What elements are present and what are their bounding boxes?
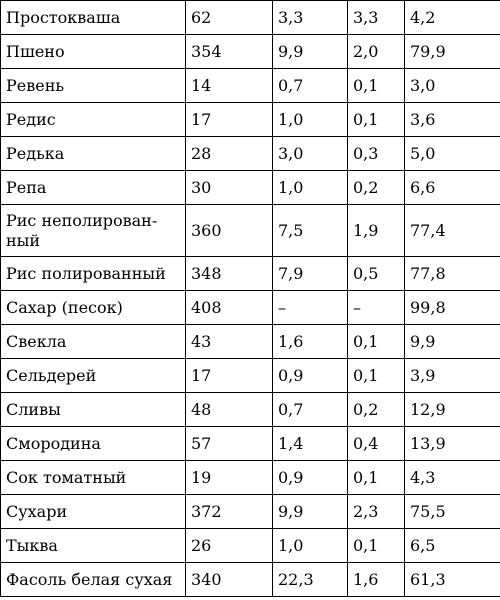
carbs-cell: 77,8 bbox=[405, 257, 500, 291]
table-row bbox=[1, 69, 500, 103]
calories-cell: 408 bbox=[186, 291, 273, 325]
calories-cell: 340 bbox=[186, 563, 273, 597]
table-row bbox=[1, 359, 500, 393]
carbs-cell: 3,6 bbox=[405, 103, 500, 137]
table-row bbox=[1, 393, 500, 427]
calories-cell: 48 bbox=[186, 393, 273, 427]
carbs-cell: 3,9 bbox=[405, 359, 500, 393]
carbs-cell: 61,3 bbox=[405, 563, 500, 597]
fat-cell: 0,1 bbox=[348, 325, 405, 359]
calories-cell: 17 bbox=[186, 359, 273, 393]
food-name-cell: Тыква bbox=[1, 529, 186, 563]
carbs-cell: 5,0 bbox=[405, 137, 500, 171]
food-name-cell: Сухари bbox=[1, 495, 186, 529]
protein-cell: 0,7 bbox=[273, 393, 348, 427]
fat-cell: 1,9 bbox=[348, 205, 405, 257]
protein-cell: – bbox=[273, 291, 348, 325]
protein-cell: 7,5 bbox=[273, 205, 348, 257]
calories-cell: 372 bbox=[186, 495, 273, 529]
protein-cell: 0,9 bbox=[273, 461, 348, 495]
food-name-cell: Рис неполирован-ный bbox=[1, 205, 186, 257]
fat-cell: 0,2 bbox=[348, 171, 405, 205]
table-row bbox=[1, 257, 500, 291]
fat-cell: 2,0 bbox=[348, 35, 405, 69]
food-name-cell: Смородина bbox=[1, 427, 186, 461]
food-name-cell: Фасоль белая сухая bbox=[1, 563, 186, 597]
fat-cell: – bbox=[348, 291, 405, 325]
food-name-cell: Сельдерей bbox=[1, 359, 186, 393]
table-row bbox=[1, 1, 500, 35]
fat-cell: 0,1 bbox=[348, 359, 405, 393]
food-name-cell: Рис полированный bbox=[1, 257, 186, 291]
table-row bbox=[1, 205, 500, 257]
calories-cell: 14 bbox=[186, 69, 273, 103]
food-name-cell: Репа bbox=[1, 171, 186, 205]
fat-cell: 0,2 bbox=[348, 393, 405, 427]
fat-cell: 0,3 bbox=[348, 137, 405, 171]
calories-cell: 354 bbox=[186, 35, 273, 69]
carbs-cell: 12,9 bbox=[405, 393, 500, 427]
protein-cell: 9,9 bbox=[273, 495, 348, 529]
table-row bbox=[1, 103, 500, 137]
table-row bbox=[1, 291, 500, 325]
calories-cell: 43 bbox=[186, 325, 273, 359]
food-name-cell: Сливы bbox=[1, 393, 186, 427]
carbs-cell: 13,9 bbox=[405, 427, 500, 461]
fat-cell: 0,4 bbox=[348, 427, 405, 461]
calories-cell: 62 bbox=[186, 1, 273, 35]
table-row bbox=[1, 461, 500, 495]
carbs-cell: 77,4 bbox=[405, 205, 500, 257]
protein-cell: 0,7 bbox=[273, 69, 348, 103]
food-name-cell: Редис bbox=[1, 103, 186, 137]
calories-cell: 19 bbox=[186, 461, 273, 495]
fat-cell: 0,1 bbox=[348, 69, 405, 103]
fat-cell: 0,5 bbox=[348, 257, 405, 291]
protein-cell: 7,9 bbox=[273, 257, 348, 291]
carbs-cell: 4,3 bbox=[405, 461, 500, 495]
carbs-cell: 6,6 bbox=[405, 171, 500, 205]
fat-cell: 0,1 bbox=[348, 461, 405, 495]
food-name-cell: Сахар (песок) bbox=[1, 291, 186, 325]
calories-cell: 360 bbox=[186, 205, 273, 257]
protein-cell: 0,9 bbox=[273, 359, 348, 393]
calories-cell: 57 bbox=[186, 427, 273, 461]
table-row bbox=[1, 171, 500, 205]
carbs-cell: 75,5 bbox=[405, 495, 500, 529]
calories-cell: 30 bbox=[186, 171, 273, 205]
carbs-cell: 79,9 bbox=[405, 35, 500, 69]
calories-cell: 348 bbox=[186, 257, 273, 291]
protein-cell: 1,0 bbox=[273, 529, 348, 563]
protein-cell: 1,0 bbox=[273, 171, 348, 205]
table-row bbox=[1, 137, 500, 171]
protein-cell: 22,3 bbox=[273, 563, 348, 597]
protein-cell: 1,0 bbox=[273, 103, 348, 137]
fat-cell: 1,6 bbox=[348, 563, 405, 597]
table-row bbox=[1, 35, 500, 69]
calories-cell: 17 bbox=[186, 103, 273, 137]
fat-cell: 0,1 bbox=[348, 529, 405, 563]
carbs-cell: 99,8 bbox=[405, 291, 500, 325]
protein-cell: 9,9 bbox=[273, 35, 348, 69]
fat-cell: 0,1 bbox=[348, 103, 405, 137]
fat-cell: 3,3 bbox=[348, 1, 405, 35]
food-name-cell: Пшено bbox=[1, 35, 186, 69]
table-row bbox=[1, 495, 500, 529]
table-row bbox=[1, 563, 500, 597]
carbs-cell: 3,0 bbox=[405, 69, 500, 103]
food-name-cell: Свекла bbox=[1, 325, 186, 359]
food-name-cell: Редька bbox=[1, 137, 186, 171]
carbs-cell: 9,9 bbox=[405, 325, 500, 359]
food-name-cell: Простокваша bbox=[1, 1, 186, 35]
protein-cell: 3,0 bbox=[273, 137, 348, 171]
calories-cell: 28 bbox=[186, 137, 273, 171]
table-row bbox=[1, 529, 500, 563]
food-name-cell: Сок томатный bbox=[1, 461, 186, 495]
table-row bbox=[1, 427, 500, 461]
fat-cell: 2,3 bbox=[348, 495, 405, 529]
protein-cell: 3,3 bbox=[273, 1, 348, 35]
table-row bbox=[1, 325, 500, 359]
carbs-cell: 6,5 bbox=[405, 529, 500, 563]
protein-cell: 1,6 bbox=[273, 325, 348, 359]
food-name-cell: Ревень bbox=[1, 69, 186, 103]
protein-cell: 1,4 bbox=[273, 427, 348, 461]
calories-cell: 26 bbox=[186, 529, 273, 563]
carbs-cell: 4,2 bbox=[405, 1, 500, 35]
